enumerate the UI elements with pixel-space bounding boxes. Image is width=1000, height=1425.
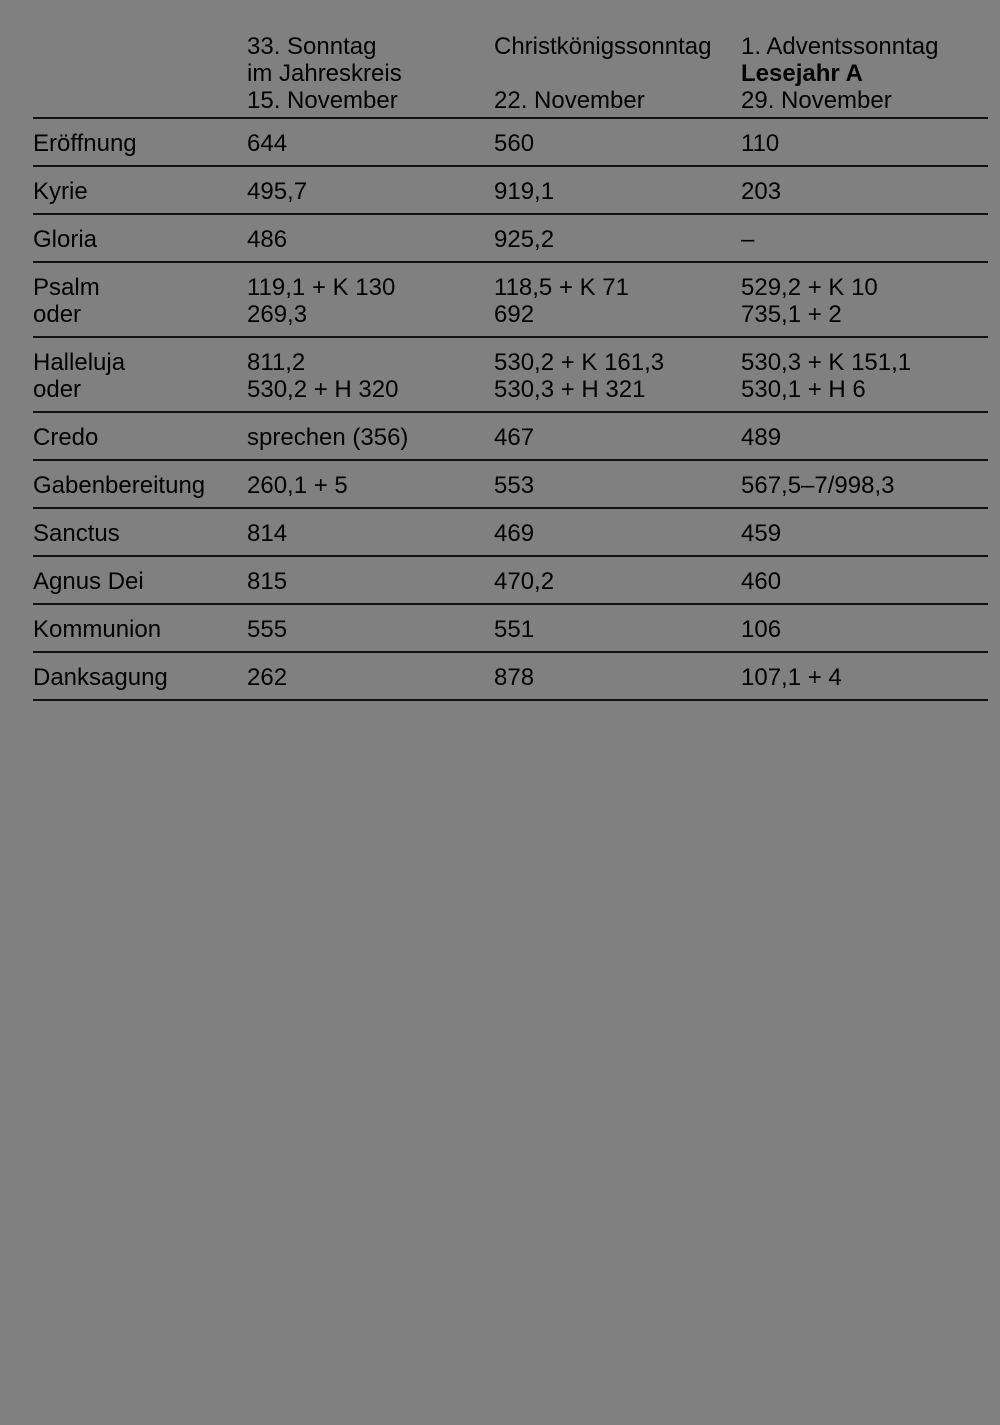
song-number-cell (741, 616, 781, 643)
song-number-cell (494, 178, 554, 205)
row-label-text: Kommunion (33, 616, 162, 643)
song-number-cell (494, 664, 534, 691)
song-number: 203 (741, 178, 782, 205)
song-number: 118,5 + K 71 (494, 274, 629, 301)
song-number: 551 (494, 616, 535, 643)
song-number-cell (247, 616, 287, 643)
row-label-text: Gabenbereitung (33, 472, 206, 499)
row-label-text: Gloria (33, 226, 98, 253)
header-reading-year: Lesejahr A (741, 60, 863, 87)
table-row (33, 167, 988, 215)
song-number: 489 (741, 424, 782, 451)
song-number: 260,1 + 5 (247, 472, 348, 499)
song-number: 925,2 (494, 226, 555, 253)
song-number: 486 (247, 226, 288, 253)
song-number-cell (247, 178, 307, 205)
header-text: Christkönigssonntag (494, 33, 712, 60)
row-label (33, 520, 120, 547)
header-date: 15. November (247, 87, 398, 114)
song-number-cell (247, 274, 395, 328)
header-date: 29. November (741, 87, 892, 114)
song-number: 469 (494, 520, 535, 547)
song-number-cell (247, 349, 398, 403)
song-number-cell (741, 178, 781, 205)
song-number-cell (494, 226, 554, 253)
song-number-cell (494, 616, 534, 643)
song-number: 262 (247, 664, 288, 691)
row-label-text: Halleluja (33, 349, 126, 376)
song-number: 814 (247, 520, 288, 547)
song-number-cell (741, 568, 781, 595)
song-number: 567,5–7/998,3 (741, 472, 895, 499)
song-number: 530,1 + H 6 (741, 376, 866, 403)
row-label (33, 472, 205, 499)
song-number: sprechen (356) (247, 424, 409, 451)
song-number: 815 (247, 568, 288, 595)
song-number-cell (247, 424, 408, 451)
song-number: 529,2 + K 10 (741, 274, 878, 301)
song-number: 107,1 + 4 (741, 664, 842, 691)
song-number-cell (741, 424, 781, 451)
header-33rd-sunday (247, 33, 402, 114)
song-number: 644 (247, 130, 288, 157)
song-number-cell (494, 424, 534, 451)
song-number: 459 (741, 520, 782, 547)
row-label-text: oder (33, 376, 82, 403)
song-number-cell (494, 472, 534, 499)
song-number-cell (247, 520, 287, 547)
header-text: 33. Sonntag (247, 33, 377, 60)
song-number-cell (741, 664, 842, 691)
song-number-cell (494, 349, 664, 403)
row-label (33, 130, 137, 157)
song-number: 811,2 (247, 349, 306, 376)
table-row (33, 653, 988, 701)
song-number: – (741, 226, 755, 253)
table-header (33, 33, 988, 117)
song-number-cell (741, 472, 894, 499)
table-row (33, 557, 988, 605)
song-number-cell (741, 520, 781, 547)
song-number-cell (247, 568, 287, 595)
header-text: 1. Adventssonntag (741, 33, 939, 60)
row-label (33, 568, 144, 595)
row-label (33, 349, 125, 403)
song-number-cell (247, 664, 287, 691)
song-number-cell (494, 520, 534, 547)
header-date: 22. November (494, 87, 645, 114)
song-number: 553 (494, 472, 535, 499)
header-christ-king (494, 33, 711, 114)
song-number: 467 (494, 424, 535, 451)
row-label (33, 274, 100, 328)
song-number: 110 (741, 130, 780, 157)
song-number-cell (247, 472, 348, 499)
row-label-text: Danksagung (33, 664, 168, 691)
song-number: 878 (494, 664, 535, 691)
row-label-text: Credo (33, 424, 99, 451)
song-number: 530,3 + H 321 (494, 376, 646, 403)
table-row (33, 605, 988, 653)
song-number: 560 (494, 130, 535, 157)
table-row (33, 509, 988, 557)
song-plan-table (33, 33, 988, 701)
table-row (33, 263, 988, 338)
song-number: 460 (741, 568, 782, 595)
row-label-text: oder (33, 301, 82, 328)
table-body (33, 119, 988, 701)
header-text: im Jahreskreis (247, 60, 402, 87)
table-row (33, 338, 988, 413)
song-number: 555 (247, 616, 288, 643)
song-number: 530,2 + H 320 (247, 376, 399, 403)
song-number-cell (741, 274, 878, 328)
song-number: 495,7 (247, 178, 308, 205)
row-label-text: Psalm (33, 274, 100, 301)
song-number-cell (247, 130, 287, 157)
row-label-text: Eröffnung (33, 130, 137, 157)
row-label (33, 424, 98, 451)
row-label-text: Kyrie (33, 178, 88, 205)
song-number-cell (741, 130, 779, 157)
row-label (33, 616, 161, 643)
table-row (33, 413, 988, 461)
song-number-cell (741, 226, 754, 253)
table-row (33, 215, 988, 263)
row-label (33, 178, 88, 205)
song-number-cell (494, 130, 534, 157)
song-number: 530,3 + K 151,1 (741, 349, 912, 376)
row-label-text: Agnus Dei (33, 568, 144, 595)
table-row (33, 461, 988, 509)
song-number-cell (494, 568, 554, 595)
row-label (33, 226, 97, 253)
song-number: 470,2 (494, 568, 555, 595)
song-number: 919,1 (494, 178, 555, 205)
song-number-cell (247, 226, 287, 253)
song-number: 530,2 + K 161,3 (494, 349, 665, 376)
song-number: 735,1 + 2 (741, 301, 842, 328)
song-number: 269,3 (247, 301, 308, 328)
table-row (33, 119, 988, 167)
row-label (33, 664, 168, 691)
header-text (494, 60, 711, 87)
row-label-text: Sanctus (33, 520, 120, 547)
song-number-cell (494, 274, 629, 328)
song-number: 692 (494, 301, 535, 328)
header-advent (741, 33, 938, 114)
song-number: 119,1 + K 130 (247, 274, 396, 301)
song-number: 106 (741, 616, 782, 643)
song-number-cell (741, 349, 911, 403)
